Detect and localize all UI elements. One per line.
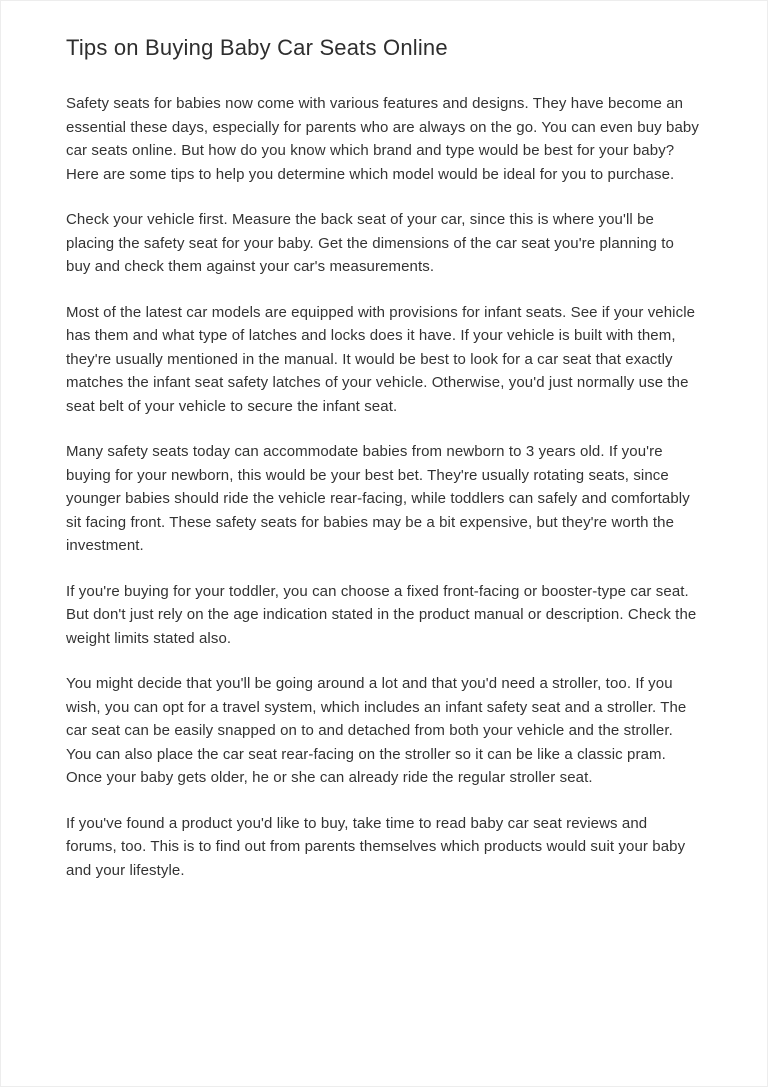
paragraph: If you're buying for your toddler, you can choose a fixed front-facing or booster-type car seat. But don't just rely on the age indication stated in the product manual or description. Check the weight limits stated also. bbox=[66, 582, 697, 647]
paragraph: Safety seats for babies now come with various features and designs. They have become an essential these days, especially for parents who are always on the go. You can even buy baby car seats online. But how do you know which brand and type would be best for your baby? Here are some tips to help you determine which model would be ideal for you to purchase. bbox=[66, 95, 699, 183]
paragraph: Many safety seats today can accommodate babies from newborn to 3 years old. If you're buying for your newborn, this would be your best bet. They're usually rotating seats, since younger babies should ride the vehicle rear-facing, while toddlers can safely and comfortably sit facing front. These safety seats for babies may be a bit expensive, but they're worth the investment. bbox=[66, 443, 690, 554]
paragraph: If you've found a product you'd like to buy, take time to read baby car seat reviews and forums, too. This is to find out from parents themselves which products would suit your baby and your lifestyle. bbox=[66, 814, 686, 879]
paragraph: Check your vehicle first. Measure the back seat of your car, since this is where you'll be placing the safety seat for your baby. Get the dimensions of the car seat you're planning to buy and check them against your car's measurements. bbox=[66, 211, 674, 275]
page-title: Tips on Buying Baby Car Seats Online bbox=[66, 35, 448, 60]
paragraph: Most of the latest car models are equipped with provisions for infant seats. See if your vehicle has them and what type of latches and locks does it have. If your vehicle is built with them, they're usually mentioned in the manual. It would be best to look for a car seat that exactly matches the infant seat safety latches of your vehicle. Otherwise, you'd just normally use the seat belt of your vehicle to secure the infant seat. bbox=[66, 303, 696, 415]
paragraph: You might decide that you'll be going around a lot and that you'd need a stroller, too. If you wish, you can opt for a travel system, which includes an infant safety seat and a stroller. The car seat can be easily snapped on to and detached from both your vehicle and the stroller. You can also place the car seat rear-facing on the stroller so it can be like a classic pram. Once your baby gets older, he or she can already ride the regular stroller seat. bbox=[66, 675, 687, 786]
